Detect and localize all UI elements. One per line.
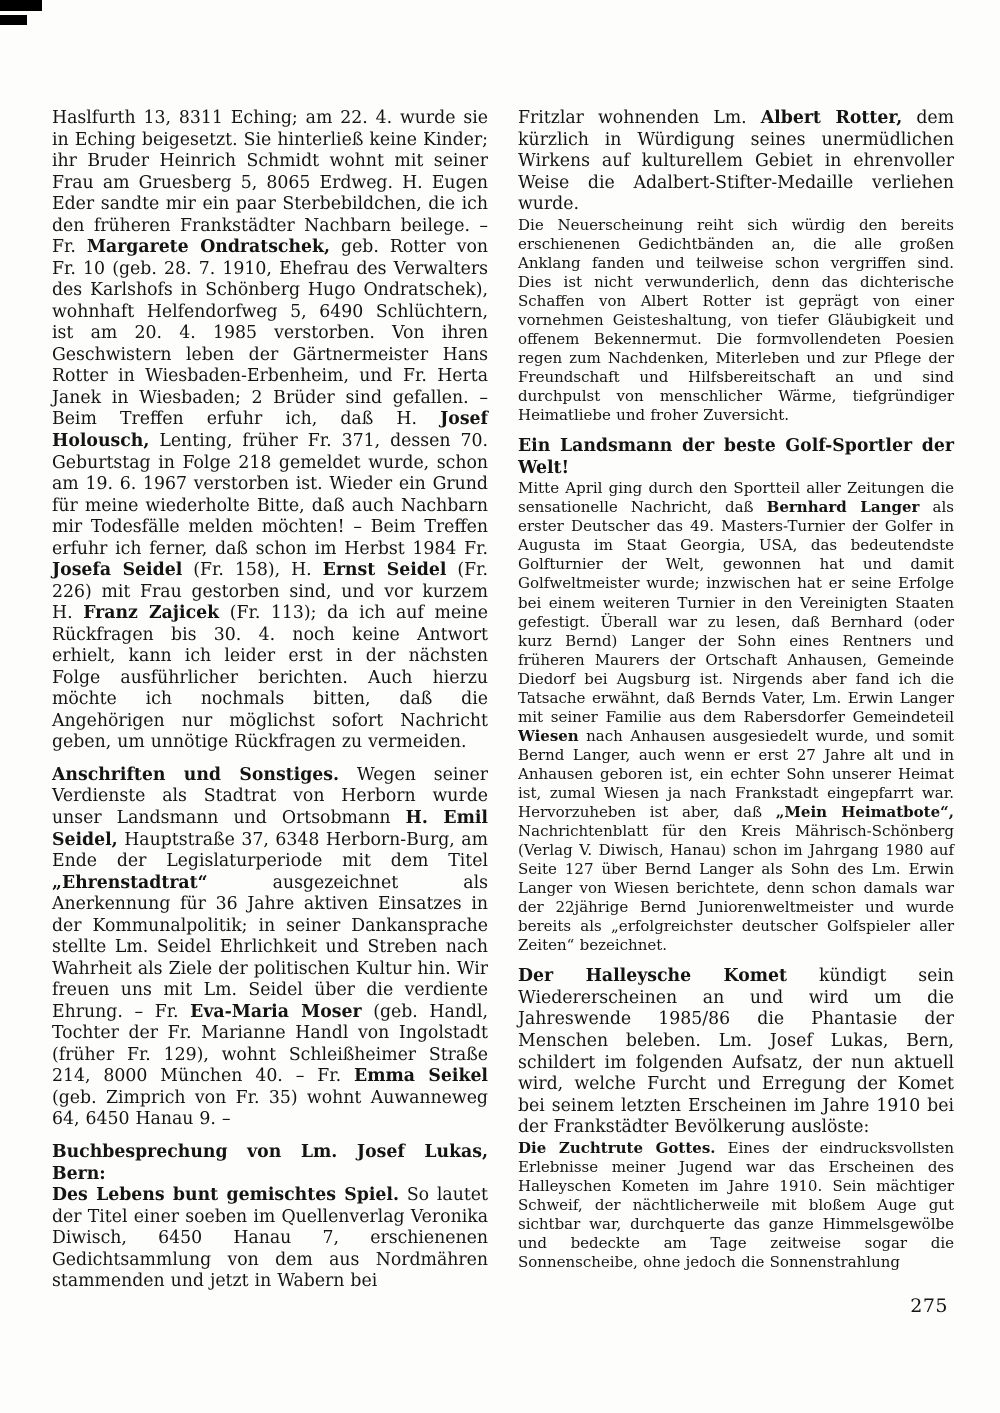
text-run: Die Neuerscheinung reiht sich würdig den bereits erschienenen Gedichtbänden an, die alle großen Anklang fanden und teilweise schon vergriffen sind. Dies ist nicht verwunderlich, denn das dichterische Schaffen von Albert Rotter ist geprägt von einer vornehmen Geisteshaltung, von tiefer Gläubigkeit und offenem Bekennermut. Die formvollendeten Poesien regen zum Nachdenken, Miterleben und zur Pflege der Freundschaft und Hilfsbereitschaft an und sind durchpulst von menschlicher Wärme, tiefgründiger Heimatliebe und froher Zuversicht. [518, 215, 954, 425]
bold-text-run: Der Halleysche Komet [518, 966, 787, 987]
golf-paragraph [518, 479, 954, 955]
text-run: Nachrichtenblatt für den Kreis Mährisch-Schönberg (Verlag V. Diwisch, Hanau) schon im Jahrgang 1980 auf Seite 127 über Bernd Langer als Sohn des Lm. Erwin Langer von Wiesen berichtete, denn schon damals war der 22jährige Bernd Juniorenweltmeister und wurde bereits als „erfolgreichster deutscher Golfspieler aller Zeiten“ bezeichnet. [518, 822, 954, 955]
bold-text-run: Buchbesprechung von Lm. Josef Lukas, Bern: [52, 1141, 488, 1184]
text-run: kündigt sein Wiedererscheinen an und wird um die Jahreswende 1985/86 die Phantasie der Menschen beleben. Lm. Josef Lukas, Bern, schildert im folgenden Aufsatz, der nun aktuell wird, welche Furcht und Erregung der Komet bei seinem letzten Erscheinen im Jahre 1910 bei der Frankstädter Bevölkerung auslöste: [518, 966, 954, 1138]
book-review-detail-paragraph [518, 216, 954, 426]
text-run: als erster Deutscher das 49. Masters-Turnier der Golfer in Augusta im Staat Georgia, USA, das bedeutendste Golfturnier der Welt, gewonnen hat und damit Golfweltmeister wurde; inzwischen hat er seine Erfolge bei einem weiteren Turnier in den Vereinigten Staaten gefestigt. Überall war zu lesen, daß Bernhard (oder kurz Bernd) Langer der Sohn eines Rentners und früheren Maurers der Ortschaft Anhausen, Gemeinde Diedorf bei Augsburg ist. Nirgends aber fand ich die Tatsache erwähnt, daß Bernds Vater, Lm. Erwin Langer mit seiner Familie aus dem Rabersdorfer Gemeindeteil [518, 498, 954, 726]
page-number: 275 [910, 1295, 948, 1317]
left-column [52, 108, 488, 1293]
bold-text-run: Josefa Seidel [52, 560, 183, 581]
bold-text-run: Margarete Ondratschek, [86, 237, 330, 258]
comet-intro-paragraph [518, 966, 954, 1138]
bold-text-run: H. Emil Seidel, [52, 808, 489, 850]
bold-text-run: Ein Landsmann der beste Golf-Sportler der Welt! [518, 436, 954, 478]
obituaries-paragraph [52, 108, 488, 754]
text-run: (Fr. 158), H. [182, 560, 323, 581]
text-run: Wegen seiner Verdienste als Stadtrat von Herborn wurde unser Landsmann und Ortsobmann [52, 764, 488, 828]
scan-artifact-mark [0, 15, 27, 25]
book-review-paragraph [52, 1185, 488, 1293]
comet-essay-paragraph [518, 1139, 954, 1272]
bold-text-run: Des Lebens bunt gemischtes Spiel. [52, 1185, 399, 1206]
book-review-continuation-paragraph [518, 108, 954, 216]
text-run: geb. Rotter von Fr. 10 (geb. 28. 7. 1910, Ehefrau des Verwalters des Karlshofs in Schönberg Hugo Ondratschek), wohnhaft Helfendorfweg 5, 6490 Schlüchtern, ist am 20. 4. 1985 verstorben. Von ihren Geschwistern leben der Gärtnermeister Hans Rotter in Wiesbaden-Erbenheim, und Fr. Herta Janek in Wiesbaden; 2 Brüder sind gefallen. – Beim Treffen erfuhr ich, daß H. [52, 237, 488, 430]
text-run: (geb. Zimprich von Fr. 35) wohnt Auwanneweg 64, 6450 Hanau 9. – [52, 1087, 488, 1130]
text-run: Mitte April ging durch den Sportteil aller Zeitungen die sensationelle Nachricht, daß [518, 479, 954, 517]
book-review-heading [52, 1142, 488, 1185]
bold-text-run: Josef Holousch, [52, 409, 488, 451]
bold-text-run: Franz Zajicek [83, 603, 220, 624]
text-run: Lenting, früher Fr. 371, dessen 70. Geburtstag in Folge 218 gemeldet wurde, schon am 19. 6. 1967 verstorben ist. Wieder ein Grund für meine wiederholte Bitte, daß auch Nachbarn mir Todesfälle melden möchten! – Beim Treffen erfuhr ich ferner, daß schon im Herbst 1984 Fr. [52, 430, 488, 559]
text-run: (geb. Handl, Tochter der Fr. Marianne Handl von Ingolstadt (früher Fr. 129), wohnt Schleißheimer Straße 214, 8000 München 40. – Fr. [52, 1001, 488, 1087]
bold-text-run: Anschriften und Sonstiges. [52, 764, 340, 785]
right-column [518, 108, 954, 1293]
text-run: nach Anhausen ausgesiedelt wurde, und somit Bernd Langer, auch wenn er erst 27 Jahre alt und in Anhausen geboren ist, ein echter Sohn unserer Heimat ist, zumal Wiesen ja nach Frankstadt eingepfarrt war. Hervorzuheben ist aber, daß [518, 726, 954, 822]
bold-text-run: Die Zuchtrute Gottes. [518, 1138, 716, 1157]
text-run: Fritzlar wohnenden Lm. [518, 108, 761, 128]
text-run: Eines der eindrucksvollsten Erlebnisse meiner Jugend war das Erscheinen des Halleyschen Kometen im Jahre 1910. Sein mächtiger Schweif, der nächtlicherweile mit bloßem Auge gut sichtbar war, durchquerte das ganze Himmelsgewölbe und bedeckte am Tage zeitweise sogar die Sonnenscheibe, ohne jedoch die Sonnenstrahlung [518, 1138, 954, 1271]
bold-text-run: Emma Seikel [354, 1066, 488, 1087]
text-run: (Fr. 113); da ich auf meine Rückfragen bis 30. 4. noch keine Antwort erhielt, kann ich leider erst in der nächsten Folge ausführlicher berichten. Auch hierzu möchte ich nochmals bitten, daß die Angehörigen nur möglichst sofort Nachricht geben, um unnötige Rückfragen zu vermeiden. [52, 603, 488, 753]
scan-artifact-mark [0, 0, 42, 11]
bold-text-run: Bernhard Langer [766, 498, 920, 517]
text-run: So lautet der Titel einer soeben im Quellenverlag Veronika Diwisch, 6450 Hanau 7, erschienenen Gedichtsammlung von dem aus Nordmähren stammenden und jetzt in Wabern bei [52, 1185, 488, 1292]
text-run: Hauptstraße 37, 6348 Herborn-Burg, am Ende der Legislaturperiode mit dem Titel [52, 829, 488, 872]
bold-text-run: Albert Rotter, [760, 108, 903, 128]
bold-text-run: „Ehrenstadtrat“ [52, 872, 208, 893]
text-run: Haslfurth 13, 8311 Eching; am 22. 4. wurde sie in Eching beigesetzt. Sie hinterließ keine Kinder; ihr Bruder Heinrich Schmidt wohnt mit seiner Frau am Gruesberg 5, 8065 Erdweg. H. Eugen Eder sandte mir ein paar Sterbebildchen, die ich den früheren Frankstädter Nachbarn beilege. – Fr. [52, 108, 488, 258]
anschriften-paragraph [52, 765, 488, 1131]
bold-text-run: „Mein Heimatbote“, [775, 803, 954, 822]
text-run: dem kürzlich in Würdigung seines unermüdlichen Wirkens auf kulturellem Gebiet in ehrenvoller Weise die Adalbert-Stifter-Medaille verliehen wurde. [518, 108, 954, 215]
text-run: (Fr. 226) mit Frau gestorben sind, und vor kurzem H. [52, 560, 488, 624]
bold-text-run: Wiesen [518, 726, 579, 745]
text-run: ausgezeichnet als Anerkennung für 36 Jahre aktiven Einsatzes in der Kommunalpolitik; in seiner Dankansprache stellte Lm. Seidel Ehrlichkeit und Streben nach Wahrheit als Ziele der politischen Kultur hin. Wir freuen uns mit Lm. Seidel über die verdiente Ehrung. – Fr. [52, 872, 488, 1022]
bold-text-run: Ernst Seidel [322, 560, 447, 581]
bold-text-run: Eva-Maria Moser [190, 1001, 362, 1022]
golf-heading [518, 436, 954, 479]
two-column-layout [52, 108, 954, 1293]
